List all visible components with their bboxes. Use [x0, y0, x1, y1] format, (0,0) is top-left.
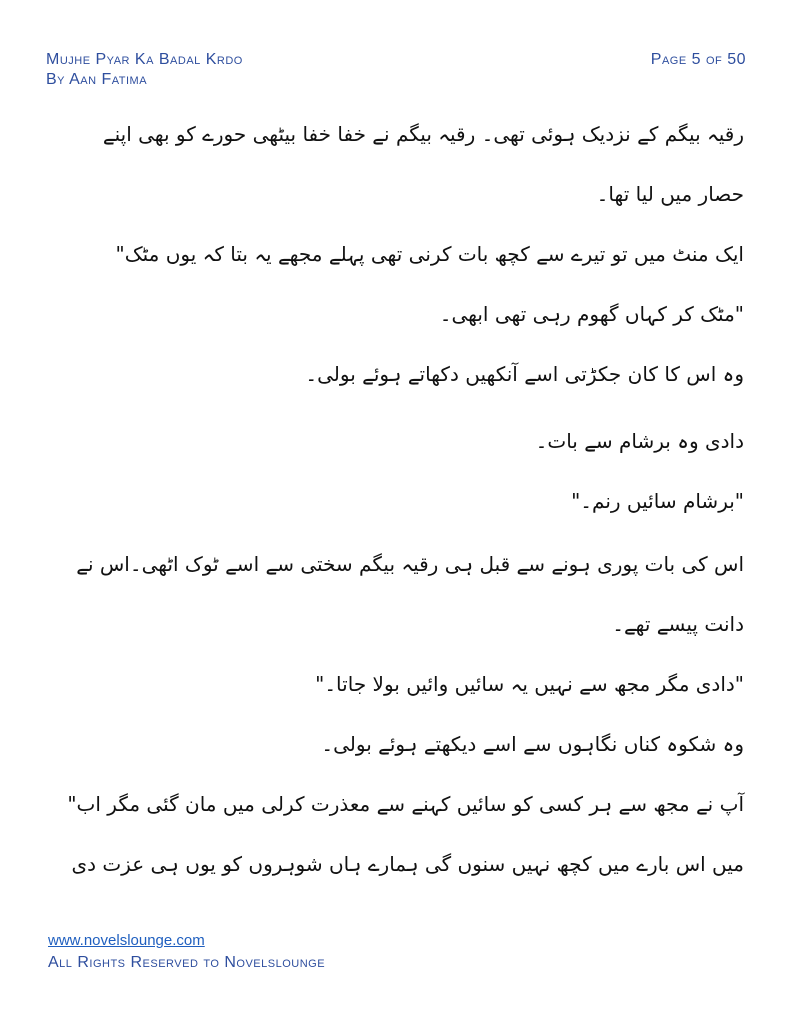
- author-name: By Aan Fatima: [46, 71, 148, 88]
- text-line: رقیہ بیگم کے نزدیک ہوئی تھی۔ رقیہ بیگم نے خفا خفا بیٹھی حورے کو بھی اپنے: [102, 122, 744, 146]
- text-line: "مٹک کر کہاں گھوم رہی تھی ابھی۔: [439, 302, 744, 326]
- text-line: دانت پیسے تھے۔: [612, 612, 744, 636]
- copyright-notice: All Rights Reserved to Novelslounge: [48, 954, 326, 971]
- text-line: دادی وہ برشام سے بات۔: [535, 429, 744, 453]
- text-line: "برشام سائیں رنم۔": [571, 489, 744, 513]
- website-link[interactable]: www.novelslounge.com: [48, 932, 205, 949]
- text-line: وہ اس کا کان جکڑتی اسے آنکھیں دکھاتے ہوئے بولی۔: [305, 362, 744, 386]
- text-line: ایک منٹ میں تو تیرے سے کچھ بات کرنی تھی پہلے مجھے یہ بتا کہ یوں مٹک": [115, 242, 744, 266]
- novel-title: Mujhe Pyar Ka Badal Krdo: [46, 51, 243, 68]
- text-line: اس کی بات پوری ہونے سے قبل ہی رقیہ بیگم سختی سے اسے ٹوک اٹھی۔اس نے: [76, 552, 744, 576]
- text-line: "دادی مگر مجھ سے نہیں یہ سائیں وائیں بولا جاتا۔": [315, 672, 744, 696]
- text-line: میں اس بارے میں کچھ نہیں سنوں گی ہمارے ہاں شوہروں کو یوں ہی عزت دی: [71, 852, 744, 876]
- text-line: آپ نے مجھ سے ہر کسی کو سائیں کہنے سے معذرت کرلی میں مان گئی مگر اب": [67, 792, 744, 816]
- text-line: وہ شکوہ کناں نگاہوں سے اسے دیکھتے ہوئے بولی۔: [321, 732, 744, 756]
- page-number: Page 5 of 50: [650, 51, 746, 68]
- text-line: حصار میں لیا تھا۔: [596, 182, 744, 206]
